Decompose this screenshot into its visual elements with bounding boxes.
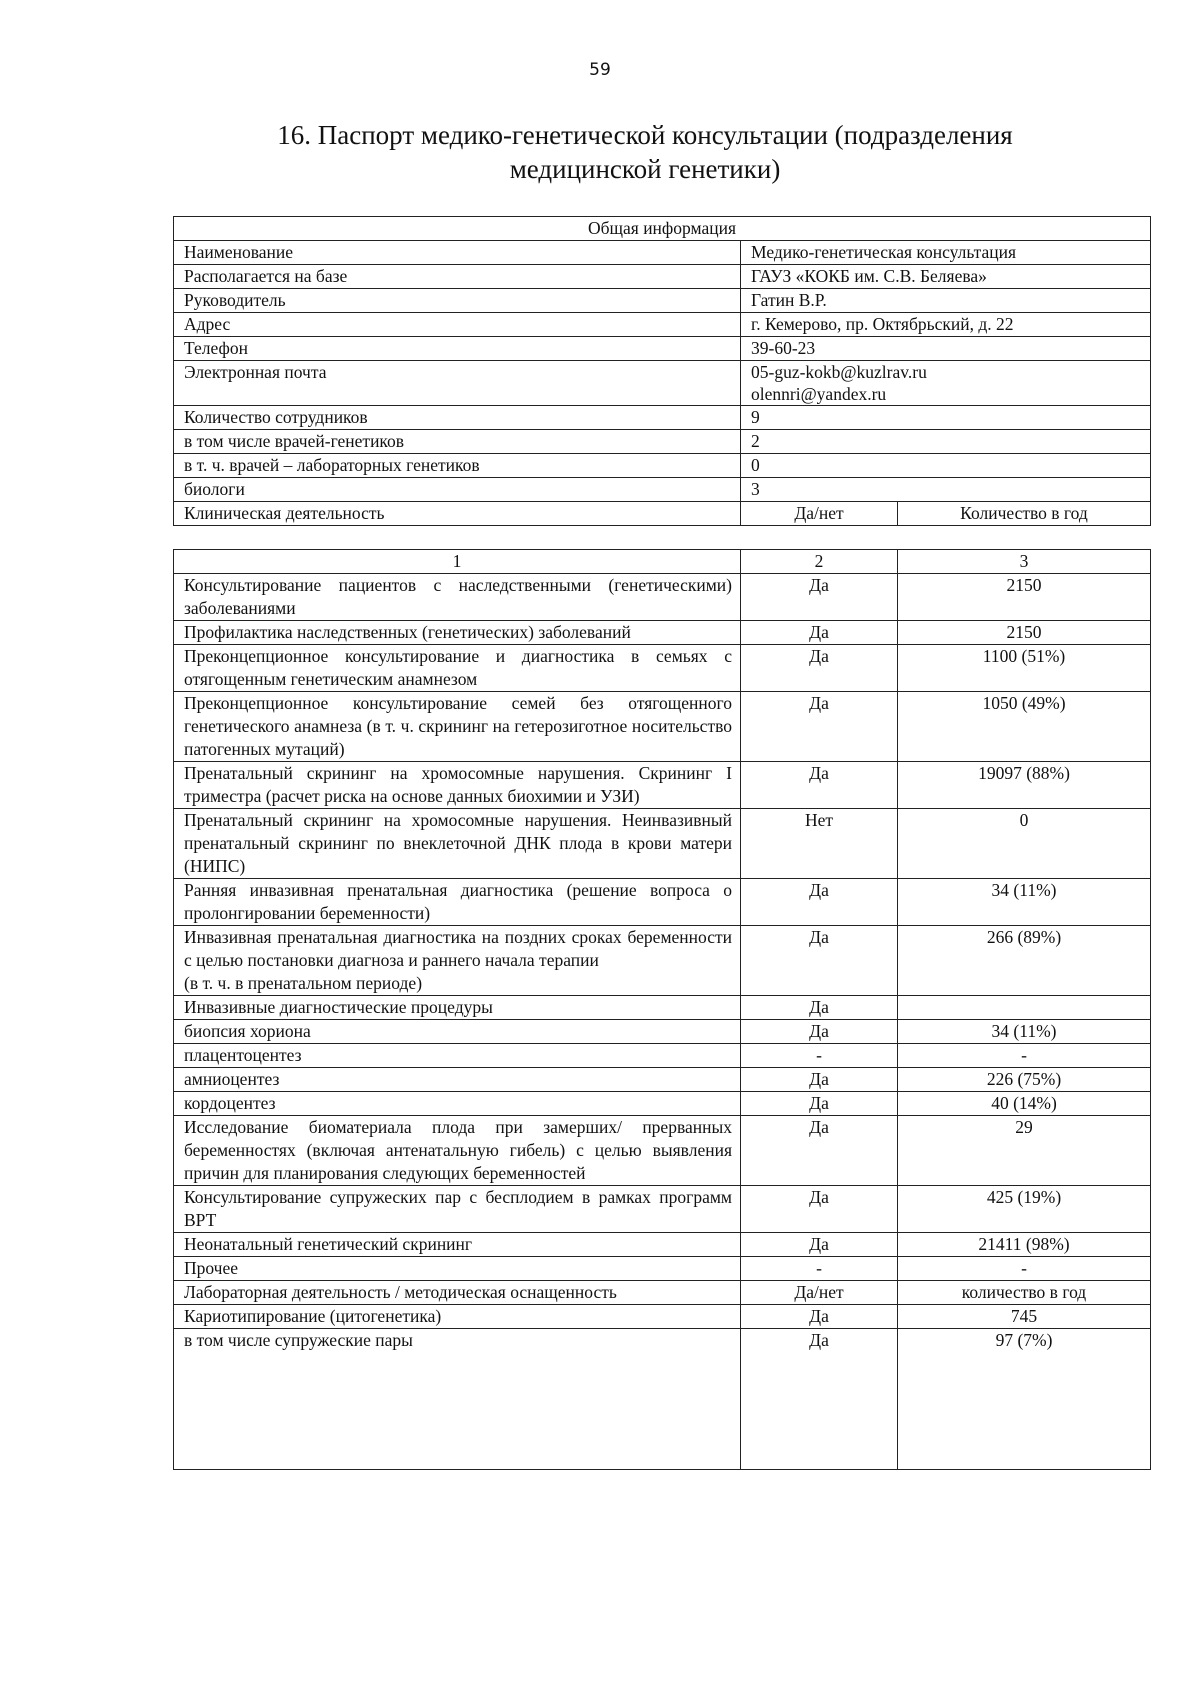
clinical-row bbox=[174, 809, 1151, 879]
clinical-row-label-text: Пренатальный скрининг на хромосомные нарушения. Скрининг I триместра (расчет риска на основе данных биохимии и УЗИ) bbox=[184, 763, 732, 806]
clinical-row-yes-no: Да/нет bbox=[741, 1281, 898, 1305]
general-row bbox=[174, 430, 1151, 454]
clinical-row bbox=[174, 996, 1151, 1020]
column-number: 1 bbox=[174, 550, 741, 574]
general-row-value bbox=[741, 289, 1151, 313]
clinical-row-yes-no: Нет bbox=[741, 809, 898, 879]
clinical-row-count: 1100 (51%) bbox=[898, 645, 1151, 692]
clinical-row-label bbox=[174, 1092, 741, 1116]
clinical-row-label-text: Консультирование пациентов с наследственными (генетическими) заболеваниями bbox=[184, 575, 732, 618]
general-row-label: Руководитель bbox=[174, 289, 741, 313]
page-title: 16. Паспорт медико-генетической консультации (подразделения медицинской генетики) bbox=[277, 120, 1013, 184]
clinical-row-count: 2150 bbox=[898, 621, 1151, 645]
clinical-row-count: 34 (11%) bbox=[898, 879, 1151, 926]
clinical-row-count: 2150 bbox=[898, 574, 1151, 621]
clinical-row bbox=[174, 574, 1151, 621]
general-row-value-line: 3 bbox=[751, 479, 760, 499]
clinical-row-count bbox=[898, 996, 1151, 1020]
clinical-row-yes-no: Да bbox=[741, 574, 898, 621]
clinical-row-yes-no: Да bbox=[741, 1116, 898, 1186]
general-row-value-line: г. Кемерово, пр. Октябрьский, д. 22 bbox=[751, 314, 1014, 334]
column-number: 2 bbox=[741, 550, 898, 574]
clinical-row-count: 1050 (49%) bbox=[898, 692, 1151, 762]
clinical-row-count: 29 bbox=[898, 1116, 1151, 1186]
clinical-row-yes-no: Да bbox=[741, 1020, 898, 1044]
general-row-label: Телефон bbox=[174, 337, 741, 361]
general-row-value bbox=[741, 337, 1151, 361]
clinical-row-label-text: Пренатальный скрининг на хромосомные нарушения. Неинвазивный пренатальный скрининг по внеклеточной ДНК плода в крови матери (НИПС) bbox=[184, 810, 732, 876]
clinical-row-yes-no: Да bbox=[741, 1068, 898, 1092]
clinical-row-label-text: Инвазивные диагностические процедуры bbox=[184, 997, 493, 1017]
clinical-row-label-text: плацентоцентез bbox=[184, 1045, 302, 1065]
column-number: 3 bbox=[898, 550, 1151, 574]
clinical-row-count: - bbox=[898, 1044, 1151, 1068]
general-row-value-line: 39-60-23 bbox=[751, 338, 816, 358]
clinical-row-label-text: Лабораторная деятельность / методическая оснащенность bbox=[184, 1282, 617, 1302]
clinical-row-label-text: Прочее bbox=[184, 1258, 239, 1278]
general-row-value bbox=[741, 478, 1151, 502]
clinical-row-yes-no: Да bbox=[741, 1186, 898, 1233]
general-row-label: Электронная почта bbox=[174, 361, 741, 406]
clinical-row bbox=[174, 1116, 1151, 1186]
general-header-row bbox=[174, 217, 1151, 241]
clinical-activity-header-row bbox=[174, 502, 1151, 526]
clinical-row-count: 226 (75%) bbox=[898, 1068, 1151, 1092]
clinical-row-label bbox=[174, 1116, 741, 1186]
clinical-row-label bbox=[174, 1329, 741, 1470]
clinical-activity-label: Клиническая деятельность bbox=[174, 502, 741, 526]
general-row-value bbox=[741, 454, 1151, 478]
clinical-row-label bbox=[174, 1257, 741, 1281]
clinical-row-yes-no: Да bbox=[741, 879, 898, 926]
clinical-row-count: 745 bbox=[898, 1305, 1151, 1329]
clinical-row-label-text: биопсия хориона bbox=[184, 1021, 311, 1041]
general-row-value bbox=[741, 313, 1151, 337]
general-row-value bbox=[741, 265, 1151, 289]
clinical-row-count: 266 (89%) bbox=[898, 926, 1151, 996]
general-row-value-line: ГАУЗ «КОКБ им. С.В. Беляева» bbox=[751, 266, 987, 286]
clinical-row-label-text: Неонатальный генетический скрининг bbox=[184, 1234, 473, 1254]
column-number-row bbox=[174, 550, 1151, 574]
clinical-row-label bbox=[174, 692, 741, 762]
clinical-row-label bbox=[174, 879, 741, 926]
general-row bbox=[174, 265, 1151, 289]
clinical-row-label bbox=[174, 1281, 741, 1305]
clinical-row-label bbox=[174, 621, 741, 645]
clinical-row-count: 0 bbox=[898, 809, 1151, 879]
clinical-row-yes-no: Да bbox=[741, 762, 898, 809]
general-row-value bbox=[741, 241, 1151, 265]
clinical-row-label-text: Преконцепционное консультирование и диагностика в семьях с отягощенным генетическим анамнезом bbox=[184, 646, 732, 689]
general-row-value bbox=[741, 361, 1151, 406]
clinical-row-yes-no: Да bbox=[741, 1329, 898, 1470]
general-row-value-line: 9 bbox=[751, 407, 760, 427]
general-row bbox=[174, 289, 1151, 313]
clinical-row-label bbox=[174, 1020, 741, 1044]
clinical-row-count: - bbox=[898, 1257, 1151, 1281]
general-row bbox=[174, 241, 1151, 265]
general-row-value-line: olennri@yandex.ru bbox=[751, 384, 887, 404]
clinical-row bbox=[174, 1044, 1151, 1068]
clinical-row-count: 425 (19%) bbox=[898, 1186, 1151, 1233]
clinical-row-label bbox=[174, 645, 741, 692]
clinical-row-label-text: Преконцепционное консультирование семей без отягощенного генетического анамнеза (в т. ч. скрининг на гетерозиготное носительство патогенных мутаций) bbox=[184, 693, 732, 759]
general-info-table bbox=[173, 216, 1151, 526]
clinical-row-yes-no: - bbox=[741, 1044, 898, 1068]
clinical-row-label-text: Инвазивная пренатальная диагностика на поздних сроках беременности с целью постановки диагноза и раннего начала терапии bbox=[184, 927, 732, 970]
clinical-row-yes-no: Да bbox=[741, 645, 898, 692]
clinical-row-yes-no: Да bbox=[741, 692, 898, 762]
clinical-row-label-text: (в т. ч. в пренатальном периоде) bbox=[184, 973, 423, 993]
clinical-row-label bbox=[174, 574, 741, 621]
clinical-row-label bbox=[174, 926, 741, 996]
general-row bbox=[174, 406, 1151, 430]
page-number: 59 bbox=[589, 60, 611, 80]
general-row-value-line: 2 bbox=[751, 431, 760, 451]
clinical-row bbox=[174, 1092, 1151, 1116]
clinical-row-count: 19097 (88%) bbox=[898, 762, 1151, 809]
clinical-row-label bbox=[174, 996, 741, 1020]
clinical-row-label bbox=[174, 1044, 741, 1068]
clinical-row-count: 97 (7%) bbox=[898, 1329, 1151, 1470]
clinical-row-label-text: Ранняя инвазивная пренатальная диагностика (решение вопроса о пролонгировании беременности) bbox=[184, 880, 732, 923]
general-row bbox=[174, 361, 1151, 406]
clinical-row bbox=[174, 692, 1151, 762]
clinical-row-yes-no: - bbox=[741, 1257, 898, 1281]
general-row-value-line: Медико-генетическая консультация bbox=[751, 242, 1017, 262]
clinical-row bbox=[174, 1281, 1151, 1305]
count-per-year-column-header: Количество в год bbox=[898, 502, 1151, 526]
general-row-value bbox=[741, 430, 1151, 454]
clinical-row-yes-no: Да bbox=[741, 1233, 898, 1257]
clinical-row bbox=[174, 926, 1151, 996]
clinical-row bbox=[174, 879, 1151, 926]
general-header: Общая информация bbox=[174, 217, 1151, 241]
clinical-row-label-text: Исследование биоматериала плода при замерших/ прерванных беременностях (включая антенатальную гибель) с целью выявления причин для планирования следующих беременностей bbox=[184, 1117, 732, 1183]
clinical-row bbox=[174, 645, 1151, 692]
clinical-row bbox=[174, 621, 1151, 645]
general-row-label: в т. ч. врачей – лабораторных генетиков bbox=[174, 454, 741, 478]
clinical-row-count: 34 (11%) bbox=[898, 1020, 1151, 1044]
clinical-row-label bbox=[174, 1068, 741, 1092]
yes-no-column-header: Да/нет bbox=[741, 502, 898, 526]
clinical-row bbox=[174, 1186, 1151, 1233]
general-row-label: в том числе врачей-генетиков bbox=[174, 430, 741, 454]
clinical-row-count: 21411 (98%) bbox=[898, 1233, 1151, 1257]
general-row-label: Адрес bbox=[174, 313, 741, 337]
clinical-row bbox=[174, 1257, 1151, 1281]
clinical-row-yes-no: Да bbox=[741, 1305, 898, 1329]
clinical-row-label bbox=[174, 762, 741, 809]
clinical-row-yes-no: Да bbox=[741, 621, 898, 645]
clinical-row bbox=[174, 762, 1151, 809]
general-row-label: Располагается на базе bbox=[174, 265, 741, 289]
clinical-row bbox=[174, 1020, 1151, 1044]
general-row bbox=[174, 478, 1151, 502]
clinical-row-label-text: Консультирование супружеских пар с бесплодием в рамках программ ВРТ bbox=[184, 1187, 732, 1230]
clinical-activity-table bbox=[173, 549, 1151, 1470]
general-row bbox=[174, 313, 1151, 337]
general-row-value bbox=[741, 406, 1151, 430]
general-row-label: Наименование bbox=[174, 241, 741, 265]
clinical-row-count: 40 (14%) bbox=[898, 1092, 1151, 1116]
general-row-value-line: Гатин В.Р. bbox=[751, 290, 827, 310]
clinical-row bbox=[174, 1305, 1151, 1329]
general-row-label: биологи bbox=[174, 478, 741, 502]
clinical-row-label bbox=[174, 1305, 741, 1329]
clinical-row-label-text: в том числе супружеские пары bbox=[184, 1330, 413, 1350]
clinical-row bbox=[174, 1233, 1151, 1257]
general-row bbox=[174, 337, 1151, 361]
clinical-row-yes-no: Да bbox=[741, 1092, 898, 1116]
general-row-label: Количество сотрудников bbox=[174, 406, 741, 430]
clinical-row-count: количество в год bbox=[898, 1281, 1151, 1305]
general-row-value-line: 0 bbox=[751, 455, 760, 475]
clinical-row bbox=[174, 1329, 1151, 1470]
clinical-row-label-text: Кариотипирование (цитогенетика) bbox=[184, 1306, 442, 1326]
clinical-row-label-text: кордоцентез bbox=[184, 1093, 276, 1113]
clinical-row-yes-no: Да bbox=[741, 926, 898, 996]
general-row-value-line: 05-guz-kokb@kuzlrav.ru bbox=[751, 362, 927, 382]
clinical-row bbox=[174, 1068, 1151, 1092]
clinical-row-label-text: Профилактика наследственных (генетических) заболеваний bbox=[184, 622, 631, 642]
clinical-row-label-text: амниоцентез bbox=[184, 1069, 280, 1089]
clinical-row-label bbox=[174, 809, 741, 879]
clinical-row-label bbox=[174, 1186, 741, 1233]
clinical-row-yes-no: Да bbox=[741, 996, 898, 1020]
general-row bbox=[174, 454, 1151, 478]
clinical-row-label bbox=[174, 1233, 741, 1257]
